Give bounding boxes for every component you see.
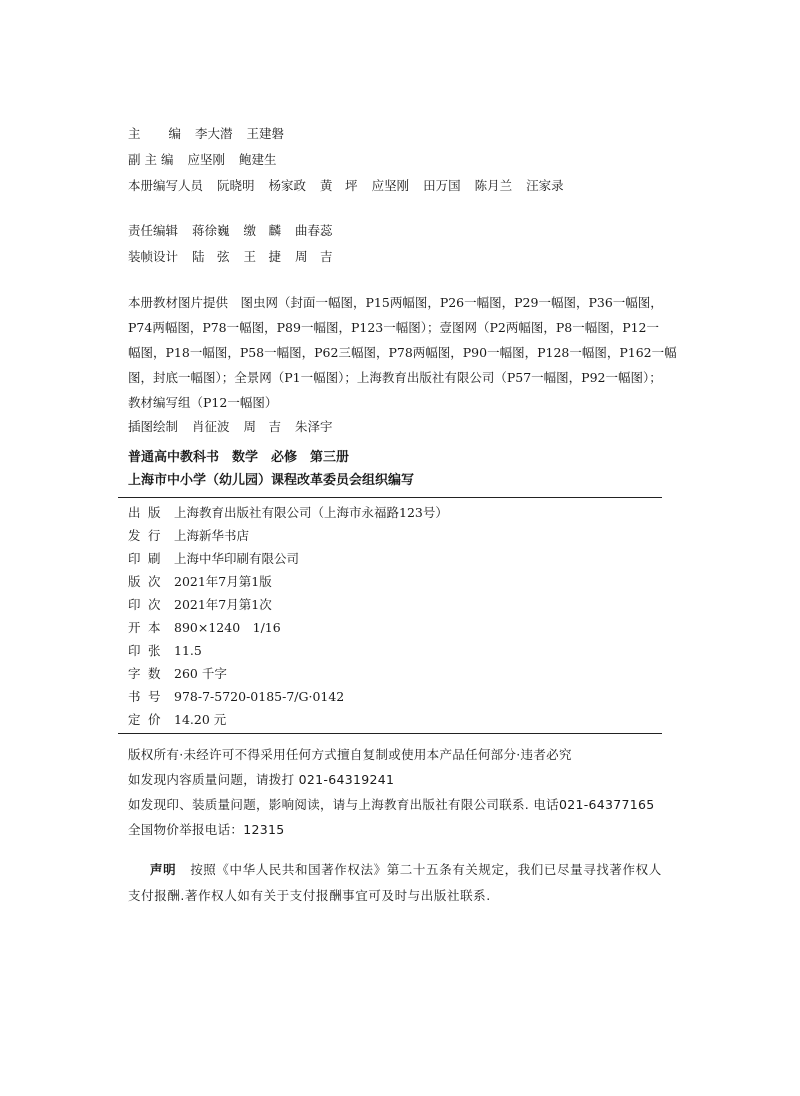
deputy-editor-label: 副 主 编 <box>128 152 174 167</box>
responsible-editor-name: 缴 麟 <box>243 223 282 238</box>
writer-name: 杨家政 <box>268 178 307 193</box>
image-credits-line: P74两幅图，P78一幅图，P89一幅图，P123一幅图）；壹图网（P2两幅图，P8一幅图，P12一 <box>128 320 660 335</box>
publication-key: 行 <box>148 528 161 543</box>
publication-value: 260 千字 <box>174 666 227 681</box>
publication-row <box>128 712 226 728</box>
publication-value: 2021年7月第1版 <box>174 574 272 589</box>
top-rule <box>118 497 662 498</box>
writer-name: 黄 坪 <box>320 178 358 193</box>
illustration-line <box>128 419 333 435</box>
writer-name: 应坚刚 <box>371 178 410 193</box>
publication-row <box>128 643 202 659</box>
image-credits-line: 幅图，P18一幅图，P58一幅图，P62三幅图，P78两幅图，P90一幅图，P128一幅图，P162一幅 <box>128 345 677 360</box>
publication-key: 出 <box>128 505 141 520</box>
responsible-editor-name: 曲春蕊 <box>295 223 333 238</box>
publication-row <box>128 597 272 613</box>
responsible-editor-line <box>128 223 333 239</box>
writer-name: 汪家录 <box>526 178 564 193</box>
publication-key: 定 <box>128 712 141 727</box>
chief-editor-name: 王建磐 <box>246 126 285 141</box>
binding-design-line <box>128 249 333 265</box>
printing-hotline: 如发现印、装质量问题，影响阅读，请与上海教育出版社有限公司联系. 电话021-64377165 <box>128 797 655 812</box>
publication-value: 14.20 元 <box>174 712 227 727</box>
publication-key: 印 <box>128 551 141 566</box>
publication-value: 2021年7月第1次 <box>174 597 272 612</box>
publication-key: 数 <box>148 666 161 681</box>
price-hotline: 全国物价举报电话：12315 <box>128 822 285 837</box>
book-title: 普通高中教科书 数学 必修 第三册 <box>128 450 350 465</box>
publication-key: 号 <box>148 689 161 704</box>
image-credits-line: 本册教材图片提供 图虫网（封面一幅图，P15两幅图，P26一幅图，P29一幅图，P36一幅图， <box>128 295 663 310</box>
chief-editor-line <box>128 126 284 142</box>
publication-value: 上海新华书店 <box>174 528 250 543</box>
publication-key: 发 <box>128 528 141 543</box>
deputy-editor-name: 应坚刚 <box>187 152 225 167</box>
illustrator-name: 朱泽宇 <box>295 419 333 434</box>
publication-row <box>128 574 272 590</box>
writers-line <box>128 178 564 194</box>
publication-key: 本 <box>148 620 161 635</box>
publication-row <box>128 528 249 544</box>
declaration-head: 声明 <box>150 862 177 877</box>
publication-key: 印 <box>128 643 141 658</box>
publication-key: 版 <box>128 574 141 589</box>
publication-row <box>128 505 448 521</box>
binding-design-label: 装帧设计 <box>128 249 179 264</box>
publication-key: 开 <box>128 620 141 635</box>
publication-value: 890×1240 1/16 <box>174 620 281 635</box>
publication-value: 上海中华印刷有限公司 <box>174 551 300 566</box>
copyright-notice: 版权所有·未经许可不得采用任何方式擅自复制或使用本产品任何部分·违者必究 <box>128 747 572 762</box>
quality-hotline: 如发现内容质量问题，请拨打 021-64319241 <box>128 772 395 787</box>
book-compiler: 上海市中小学（幼儿园）课程改革委员会组织编写 <box>128 473 415 488</box>
publication-key: 书 <box>128 689 141 704</box>
publication-row <box>128 551 299 567</box>
publication-row <box>128 666 227 682</box>
publication-key: 价 <box>148 712 161 727</box>
writer-name: 田万国 <box>423 178 461 193</box>
illustrator-name: 肖征波 <box>192 419 230 434</box>
deputy-editor-line <box>128 152 276 168</box>
publication-row <box>128 689 344 705</box>
publication-key: 字 <box>128 666 141 681</box>
binding-designer-name: 周 吉 <box>295 249 333 264</box>
publication-key: 张 <box>148 643 161 658</box>
deputy-editor-name: 鲍建生 <box>238 152 277 167</box>
binding-designer-name: 王 捷 <box>243 249 282 264</box>
writers-label: 本册编写人员 <box>128 178 204 193</box>
writer-name: 陈月兰 <box>474 178 513 193</box>
illustration-label: 插图绘制 <box>128 419 179 434</box>
publication-value: 978-7-5720-0185-7/G·0142 <box>174 689 345 704</box>
publication-value: 11.5 <box>174 643 202 658</box>
bottom-rule <box>118 733 662 734</box>
publication-key: 印 <box>128 597 141 612</box>
chief-editor-name: 李大潜 <box>195 126 233 141</box>
declaration <box>128 857 668 909</box>
writer-name: 阮晓明 <box>217 178 255 193</box>
publication-key: 次 <box>148 597 161 612</box>
binding-designer-name: 陆 弦 <box>192 249 230 264</box>
image-credits-line: 教材编写组（P12一幅图） <box>128 395 278 410</box>
publication-key: 次 <box>148 574 161 589</box>
image-credits-line: 图，封底一幅图）；全景网（P1一幅图）；上海教育出版社有限公司（P57一幅图，P92一幅图）； <box>128 370 662 385</box>
publication-key: 刷 <box>148 551 161 566</box>
publication-row <box>128 620 281 636</box>
declaration-text: 按照《中华人民共和国著作权法》第二十五条有关规定，我们已尽量寻找著作权人支付报酬.著作权人如有关于支付报酬事宜可及时与出版社联系. <box>128 862 662 903</box>
publication-value: 上海教育出版社有限公司（上海市永福路123号） <box>174 505 448 520</box>
chief-editor-label-2: 编 <box>168 126 182 141</box>
chief-editor-label-1: 主 <box>128 126 141 141</box>
illustrator-name: 周 吉 <box>243 419 282 434</box>
publication-key: 版 <box>148 505 161 520</box>
responsible-editor-label: 责任编辑 <box>128 223 179 238</box>
responsible-editor-name: 蒋徐巍 <box>192 223 230 238</box>
